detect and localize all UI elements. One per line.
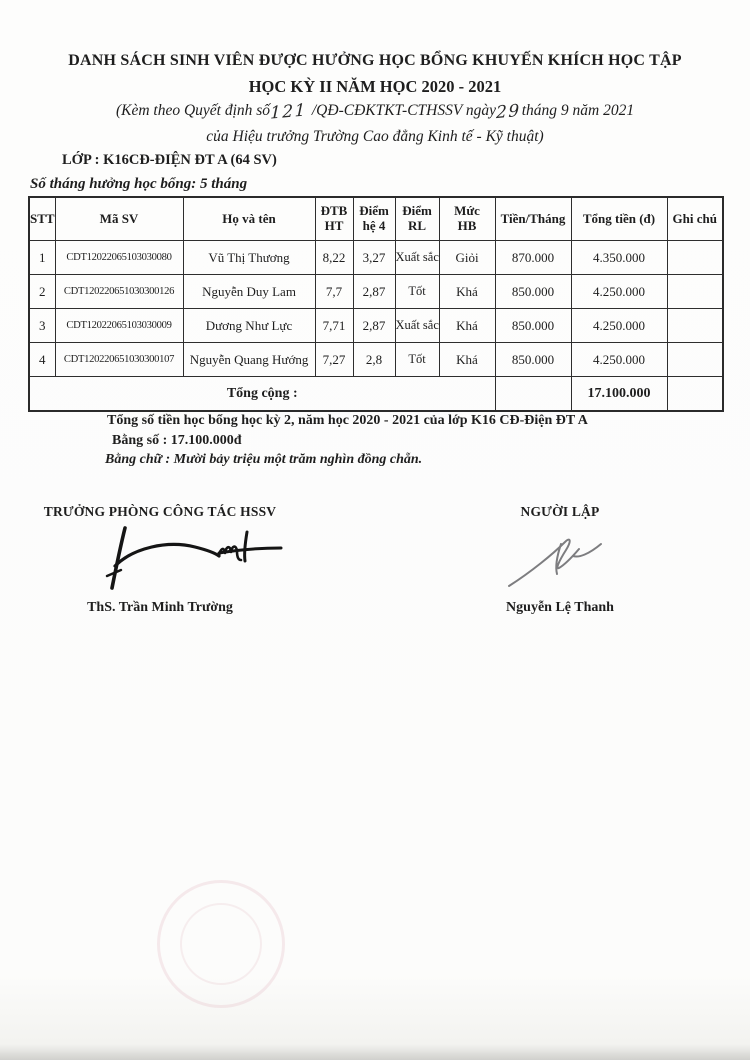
cell-stt: 1 bbox=[29, 241, 55, 275]
cell-hb: Giỏi bbox=[439, 241, 495, 275]
cell-ma-sv: CDT120220651030300126 bbox=[55, 275, 183, 309]
col-header-ghi-chu: Ghi chú bbox=[667, 197, 723, 241]
cell-tien-thang: 850.000 bbox=[495, 343, 571, 377]
col-header-tien-thang: Tiền/Tháng bbox=[495, 197, 571, 241]
scan-edge-shadow bbox=[0, 1044, 750, 1060]
document-title-line1: DANH SÁCH SINH VIÊN ĐƯỢC HƯỞNG HỌC BỔNG KHUYẾN KHÍCH HỌC TẬP bbox=[68, 52, 682, 69]
cell-ghi-chu bbox=[667, 309, 723, 343]
col-header-ho-va-ten: Họ và tên bbox=[183, 197, 315, 241]
signer-right-title: NGƯỜI LẬP bbox=[520, 504, 600, 519]
cell-he4: 2,8 bbox=[353, 343, 395, 377]
cell-tong-tien: 4.250.000 bbox=[571, 309, 667, 343]
cell-stt: 2 bbox=[29, 275, 55, 309]
total-label-cell: Tổng cộng : bbox=[29, 377, 495, 412]
signature-left bbox=[95, 520, 285, 598]
total-empty-cell bbox=[495, 377, 571, 412]
cell-ghi-chu bbox=[667, 241, 723, 275]
cell-hb: Khá bbox=[439, 275, 495, 309]
cell-tong-tien: 4.250.000 bbox=[571, 343, 667, 377]
table-header-row bbox=[29, 197, 723, 241]
issuer-line: của Hiệu trưởng Trường Cao đẳng Kinh tế - Kỹ thuật) bbox=[206, 128, 544, 145]
cell-he4: 2,87 bbox=[353, 275, 395, 309]
handwritten-day: 29 bbox=[495, 100, 521, 124]
col-header-muc-hb: Mức HB bbox=[439, 197, 495, 241]
cell-tong-tien: 4.250.000 bbox=[571, 275, 667, 309]
table-total-row bbox=[29, 377, 723, 412]
scholarship-months-label: Số tháng hưởng học bổng: 5 tháng bbox=[30, 176, 248, 192]
cell-tien-thang: 870.000 bbox=[495, 241, 571, 275]
cell-rl: Xuất sắc bbox=[395, 241, 439, 275]
document-title-line2: HỌC KỲ II NĂM HỌC 2020 - 2021 bbox=[248, 77, 502, 96]
cell-ghi-chu bbox=[667, 343, 723, 377]
summary-total-line: Tổng số tiền học bổng học kỳ 2, năm học 2020 - 2021 của lớp K16 CĐ-Điện ĐT A bbox=[107, 413, 588, 428]
cell-dtb: 8,22 bbox=[315, 241, 353, 275]
signer-left-title: TRƯỞNG PHÒNG CÔNG TÁC HSSV bbox=[43, 504, 277, 519]
cell-name: Vũ Thị Thương bbox=[183, 241, 315, 275]
decision-reference-line bbox=[0, 100, 750, 124]
subtitle-mid-text: /QĐ-CĐKTKT-CTHSSV ngày bbox=[311, 102, 497, 119]
cell-he4: 2,87 bbox=[353, 309, 395, 343]
table-row bbox=[29, 241, 723, 275]
subtitle-pre-text: (Kèm theo Quyết định số bbox=[115, 102, 271, 119]
cell-dtb: 7,7 bbox=[315, 275, 353, 309]
stamp-bleedthrough bbox=[157, 880, 285, 1008]
cell-stt: 4 bbox=[29, 343, 55, 377]
total-ghi-chu-cell bbox=[667, 377, 723, 412]
col-header-diem-he4: Điểm hệ 4 bbox=[353, 197, 395, 241]
col-header-ma-sv: Mã SV bbox=[55, 197, 183, 241]
cell-ma-sv: CDT12022065103030080 bbox=[55, 241, 183, 275]
signer-left-name: ThS. Trần Minh Trường bbox=[87, 600, 233, 615]
cell-name: Dương Như Lực bbox=[183, 309, 315, 343]
table-row bbox=[29, 309, 723, 343]
cell-name: Nguyễn Duy Lam bbox=[183, 275, 315, 309]
cell-he4: 3,27 bbox=[353, 241, 395, 275]
cell-ma-sv: CDT120220651030300107 bbox=[55, 343, 183, 377]
col-header-diem-rl: Điểm RL bbox=[395, 197, 439, 241]
table-row bbox=[29, 343, 723, 377]
total-value-cell: 17.100.000 bbox=[571, 377, 667, 412]
summary-numeric-line: Bằng số : 17.100.000đ bbox=[112, 433, 242, 448]
col-header-dtb-ht: ĐTB HT bbox=[315, 197, 353, 241]
cell-tien-thang: 850.000 bbox=[495, 309, 571, 343]
signer-right-name: Nguyễn Lệ Thanh bbox=[506, 600, 614, 615]
col-header-tong-tien: Tổng tiền (đ) bbox=[571, 197, 667, 241]
class-label: LỚP : K16CĐ-ĐIỆN ĐT A (64 SV) bbox=[62, 152, 277, 168]
scholarship-table bbox=[28, 196, 724, 412]
cell-dtb: 7,27 bbox=[315, 343, 353, 377]
cell-rl: Xuất sắc bbox=[395, 309, 439, 343]
cell-ma-sv: CDT12022065103030009 bbox=[55, 309, 183, 343]
cell-rl: Tốt bbox=[395, 275, 439, 309]
cell-rl: Tốt bbox=[395, 343, 439, 377]
col-header-stt: STT bbox=[29, 197, 55, 241]
cell-stt: 3 bbox=[29, 309, 55, 343]
signature-right bbox=[503, 530, 613, 592]
subtitle-post-text: tháng 9 năm 2021 bbox=[521, 102, 635, 119]
table-row bbox=[29, 275, 723, 309]
summary-words-line: Bằng chữ : Mười bảy triệu một trăm nghìn đồng chẵn. bbox=[105, 452, 423, 467]
cell-hb: Khá bbox=[439, 343, 495, 377]
stamp-inner-ring bbox=[180, 903, 262, 985]
handwritten-decision-number: 121 bbox=[269, 100, 308, 124]
cell-name: Nguyễn Quang Hướng bbox=[183, 343, 315, 377]
cell-hb: Khá bbox=[439, 309, 495, 343]
cell-tong-tien: 4.350.000 bbox=[571, 241, 667, 275]
cell-tien-thang: 850.000 bbox=[495, 275, 571, 309]
cell-dtb: 7,71 bbox=[315, 309, 353, 343]
cell-ghi-chu bbox=[667, 275, 723, 309]
